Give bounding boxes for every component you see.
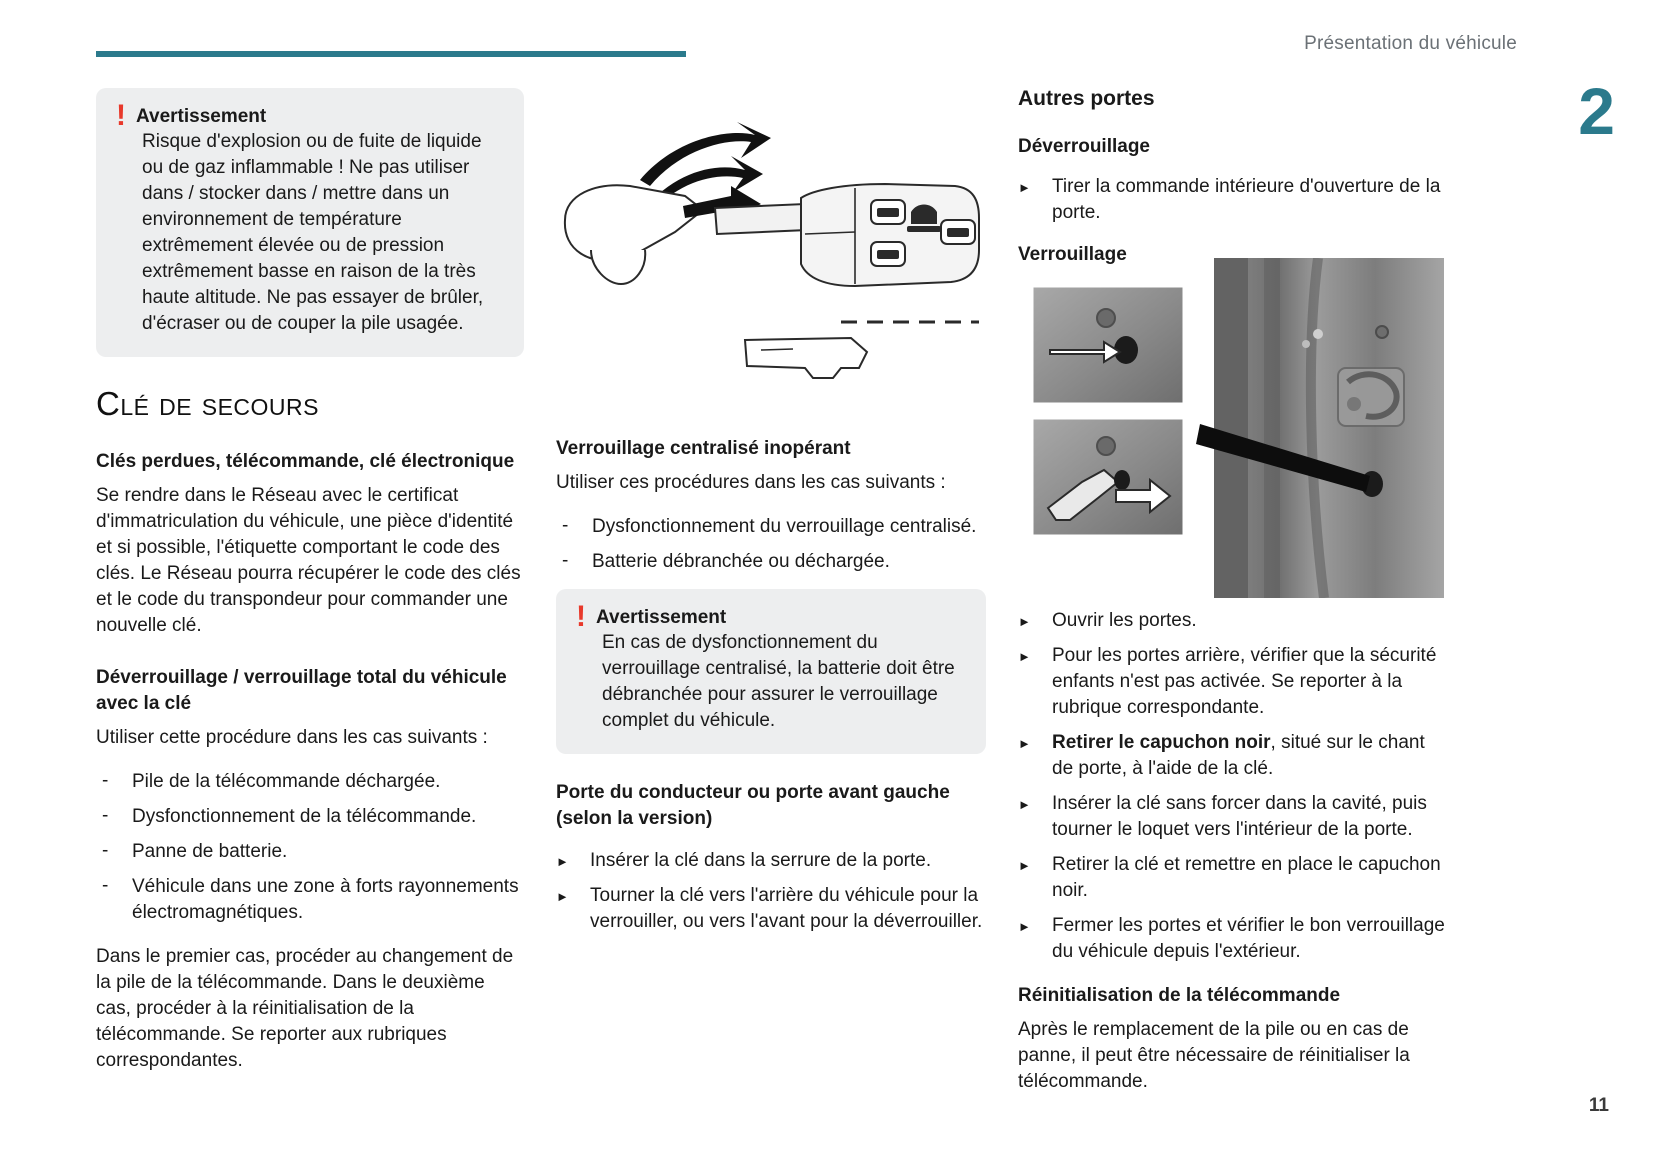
- list-deverrouillage: [1018, 174, 1448, 226]
- heading-reinitialisation: Réinitialisation de la télécommande: [1018, 985, 1341, 1006]
- paragraph-reinitialisation: Après le remplacement de la pile ou en cas de panne, il peut être nécessaire de réinitialiser la télécommande.: [1018, 1019, 1410, 1092]
- list-item: ► Tirer la commande intérieure d'ouverture de la porte.: [1018, 174, 1448, 226]
- list-item: - Panne de batterie.: [96, 839, 524, 865]
- figure-door-edge: [1018, 258, 1444, 598]
- right-column: [1018, 86, 1448, 268]
- warning-icon: !: [576, 600, 586, 633]
- list-item: [1018, 730, 1450, 782]
- heading-verrouillage: Verrouillage: [1018, 244, 1127, 265]
- list-item: ► Fermer les portes et vérifier le bon verrouillage du véhicule depuis l'extérieur.: [1018, 913, 1450, 965]
- list-item: ► Insérer la clé dans la serrure de la porte.: [556, 848, 986, 874]
- header-rule: [96, 51, 686, 57]
- list-item: - Dysfonctionnement du verrouillage centralisé.: [556, 514, 986, 540]
- list-item: ► Tourner la clé vers l'arrière du véhicule pour la verrouiller, ou vers l'avant pour la déverrouiller.: [556, 883, 986, 935]
- list-item: ► Pour les portes arrière, vérifier que la sécurité enfants n'est pas activée. Se reporter à la rubrique correspondante.: [1018, 643, 1450, 721]
- section-title-cle-de-secours: Clé de secours: [96, 385, 319, 422]
- warning-title: Avertissement: [596, 607, 727, 628]
- list-item: - Véhicule dans une zone à forts rayonnements électromagnétiques.: [96, 874, 524, 926]
- warning-box-battery: [96, 88, 524, 357]
- warning-body: Risque d'explosion ou de fuite de liquide ou de gaz inflammable ! Ne pas utiliser dans / stocker dans / mettre dans un environnement de température extrêmement élevée ou de pression extrêmement basse en raison de la très haute altitude. Ne pas essayer de brûler, d'écraser ou de couper la pile usagée.: [142, 131, 484, 334]
- list-item: - Dysfonctionnement de la télécommande.: [96, 804, 524, 830]
- emergency-key-illustration: [555, 100, 985, 400]
- warning-icon: !: [116, 99, 126, 132]
- list-item-bold-prefix: Retirer le capuchon noir: [1052, 732, 1271, 753]
- list-item-text: , situé sur le chant de porte, à l'aide de la clé.: [1052, 732, 1425, 779]
- list-item: - Batterie débranchée ou déchargée.: [556, 549, 986, 575]
- list-item: ► Insérer la clé sans forcer dans la cavité, puis tourner le loquet vers l'intérieur de la porte.: [1018, 791, 1450, 843]
- paragraph-verrouillage-intro: Utiliser ces procédures dans les cas suivants :: [556, 472, 946, 493]
- warning-header: [116, 99, 502, 132]
- page-number: 11: [1588, 1095, 1609, 1116]
- list-porte-conducteur: [556, 848, 986, 935]
- door-edge-illustration: [1018, 258, 1444, 598]
- right-column-lower: [1018, 608, 1450, 1095]
- paragraph-procedure-intro: Utiliser cette procédure dans les cas suivants :: [96, 727, 488, 748]
- list-item: ► Retirer la clé et remettre en place le capuchon noir.: [1018, 852, 1450, 904]
- list-item: - Pile de la télécommande déchargée.: [96, 769, 524, 795]
- heading-porte-conducteur: Porte du conducteur ou porte avant gauche (selon la version): [556, 782, 950, 829]
- paragraph-procedure-outro: Dans le premier cas, procéder au changement de la pile de la télécommande. Dans le deuxième cas, procéder à la réinitialisation de la télécommande. Se reporter aux rubriques correspondantes.: [96, 946, 514, 1071]
- list-cas-verrouillage: [556, 514, 986, 575]
- list-item: ► Ouvrir les portes.: [1018, 608, 1450, 634]
- heading-deverrouillage-total: Déverrouillage / verrouillage total du véhicule avec la clé: [96, 667, 507, 714]
- heading-deverrouillage: Déverrouillage: [1018, 136, 1150, 157]
- warning-body: En cas de dysfonctionnement du verrouillage centralisé, la batterie doit être débranchée pour assurer le verrouillage complet du véhicule.: [602, 632, 955, 731]
- warning-box-batterie: [556, 589, 986, 754]
- header-title: Présentation du véhicule: [1304, 33, 1517, 54]
- warning-header: [576, 600, 964, 633]
- warning-title: Avertissement: [136, 106, 267, 127]
- heading-autres-portes: Autres portes: [1018, 87, 1155, 110]
- list-cas-utilisation: [96, 769, 524, 926]
- heading-verrouillage-inoperant: Verrouillage centralisé inopérant: [556, 438, 851, 459]
- chapter-number: 2: [1578, 74, 1615, 148]
- left-column: [96, 88, 524, 1074]
- middle-column: [556, 436, 986, 944]
- figure-emergency-key: [555, 100, 985, 400]
- heading-cles-perdues: Clés perdues, télécommande, clé électronique: [96, 451, 515, 472]
- list-verrouillage-steps: [1018, 608, 1450, 965]
- paragraph-cles-perdues: Se rendre dans le Réseau avec le certificat d'immatriculation du véhicule, une pièce d'identité et si possible, l'étiquette comportant le code des clés. Le Réseau pourra récupérer le code des clés et le code du transpondeur pour commander une nouvelle clé.: [96, 485, 521, 636]
